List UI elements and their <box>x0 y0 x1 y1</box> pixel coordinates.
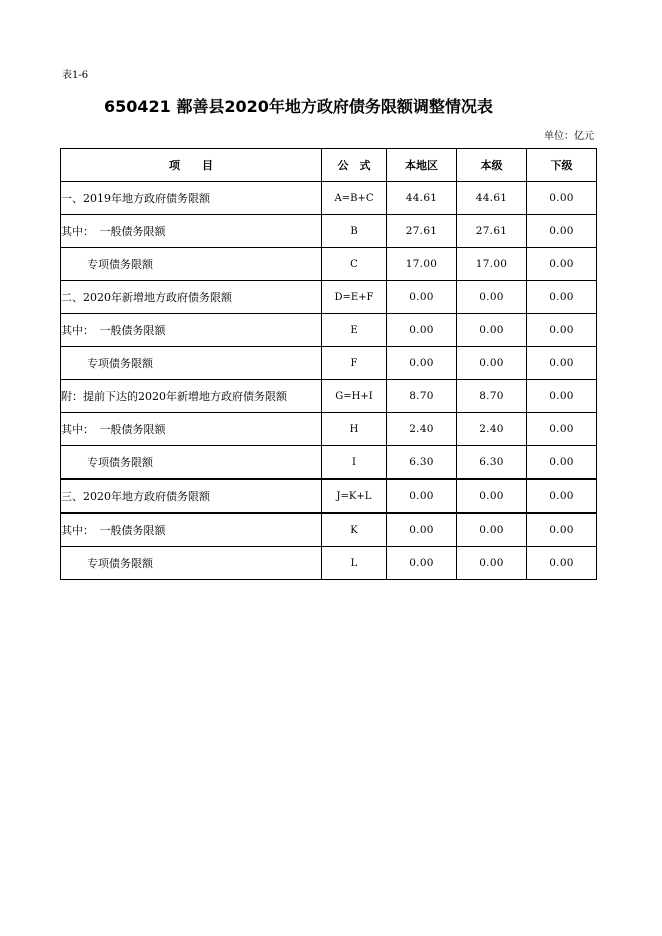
row-item: 其中： 一般债务限额 <box>61 513 322 547</box>
row-this-level: 8.70 <box>457 380 527 413</box>
row-local: 17.00 <box>387 248 457 281</box>
table-row <box>61 479 597 513</box>
row-formula: H <box>322 413 387 446</box>
row-lower: 0.00 <box>527 215 597 248</box>
row-formula: L <box>322 547 387 580</box>
row-local: 44.61 <box>387 182 457 215</box>
row-item: 专项债务限额 <box>61 446 322 480</box>
row-item: 二、2020年新增地方政府债务限额 <box>61 281 322 314</box>
row-local: 2.40 <box>387 413 457 446</box>
row-this-level: 17.00 <box>457 248 527 281</box>
debt-limit-table <box>60 148 597 580</box>
row-this-level: 0.00 <box>457 281 527 314</box>
row-lower: 0.00 <box>527 182 597 215</box>
row-lower: 0.00 <box>527 248 597 281</box>
header-this-level: 本级 <box>457 149 527 182</box>
header-local: 本地区 <box>387 149 457 182</box>
row-formula: J=K+L <box>322 479 387 513</box>
row-formula: I <box>322 446 387 480</box>
row-item: 专项债务限额 <box>61 547 322 580</box>
row-this-level: 2.40 <box>457 413 527 446</box>
row-this-level: 27.61 <box>457 215 527 248</box>
header-lower: 下级 <box>527 149 597 182</box>
table-row <box>61 513 597 547</box>
row-formula: F <box>322 347 387 380</box>
row-formula: D=E+F <box>322 281 387 314</box>
row-item: 专项债务限额 <box>61 347 322 380</box>
table-row <box>61 547 597 580</box>
page-title: 650421 鄯善县2020年地方政府债务限额调整情况表 <box>104 97 493 116</box>
table-row <box>61 413 597 446</box>
row-local: 6.30 <box>387 446 457 480</box>
row-item: 专项债务限额 <box>61 248 322 281</box>
table-row <box>61 446 597 480</box>
row-local: 0.00 <box>387 347 457 380</box>
row-item: 其中： 一般债务限额 <box>61 215 322 248</box>
row-formula: C <box>322 248 387 281</box>
row-item: 其中： 一般债务限额 <box>61 413 322 446</box>
row-lower: 0.00 <box>527 513 597 547</box>
row-item: 附：提前下达的2020年新增地方政府债务限额 <box>61 380 322 413</box>
row-this-level: 0.00 <box>457 513 527 547</box>
row-this-level: 44.61 <box>457 182 527 215</box>
table-row <box>61 347 597 380</box>
row-lower: 0.00 <box>527 446 597 480</box>
row-local: 0.00 <box>387 314 457 347</box>
row-this-level: 6.30 <box>457 446 527 480</box>
row-formula: G=H+I <box>322 380 387 413</box>
table-number: 表1-6 <box>62 70 89 81</box>
row-lower: 0.00 <box>527 479 597 513</box>
table-row <box>61 281 597 314</box>
row-this-level: 0.00 <box>457 547 527 580</box>
unit-label: 单位：亿元 <box>544 131 594 142</box>
row-item: 三、2020年地方政府债务限额 <box>61 479 322 513</box>
row-formula: E <box>322 314 387 347</box>
row-this-level: 0.00 <box>457 314 527 347</box>
header-item: 项 目 <box>61 149 322 182</box>
row-local: 0.00 <box>387 547 457 580</box>
row-item: 其中： 一般债务限额 <box>61 314 322 347</box>
row-local: 0.00 <box>387 281 457 314</box>
table-row <box>61 314 597 347</box>
row-this-level: 0.00 <box>457 347 527 380</box>
row-formula: A=B+C <box>322 182 387 215</box>
table-row <box>61 215 597 248</box>
header-formula: 公 式 <box>322 149 387 182</box>
row-formula: B <box>322 215 387 248</box>
row-lower: 0.00 <box>527 380 597 413</box>
row-local: 8.70 <box>387 380 457 413</box>
row-lower: 0.00 <box>527 281 597 314</box>
table-row <box>61 248 597 281</box>
row-lower: 0.00 <box>527 547 597 580</box>
row-lower: 0.00 <box>527 347 597 380</box>
row-local: 0.00 <box>387 479 457 513</box>
table-row <box>61 182 597 215</box>
row-lower: 0.00 <box>527 413 597 446</box>
row-local: 27.61 <box>387 215 457 248</box>
table-row <box>61 380 597 413</box>
row-lower: 0.00 <box>527 314 597 347</box>
row-item: 一、2019年地方政府债务限额 <box>61 182 322 215</box>
row-this-level: 0.00 <box>457 479 527 513</box>
table-header-row <box>61 149 597 182</box>
row-formula: K <box>322 513 387 547</box>
row-local: 0.00 <box>387 513 457 547</box>
